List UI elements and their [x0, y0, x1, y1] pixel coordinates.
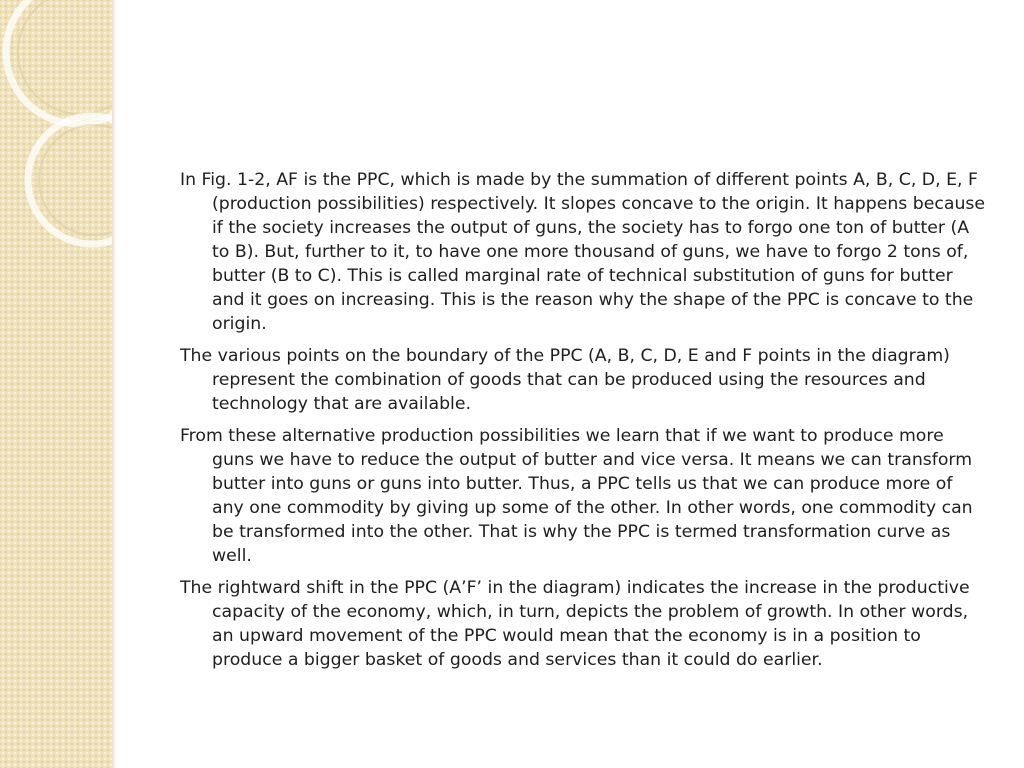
paragraph-ppc-definition: In Fig. 1-2, AF is the PPC, which is made by the summation of different points A, B, C, D, E, F (production possibilities) respectively. It slopes concave to the origin. It happens because if the society increases the output of guns, the society has to forgo one ton of butter (A to B). But, further to it, to have one more thousand of guns, we have to forgo 2 tons of, butter (B to C). This is called marginal rate of technical substitution of guns for butter and it goes on increasing. This is the reason why the shape of the PPC is concave to the origin. [180, 170, 986, 334]
sidebar-edge [112, 0, 116, 768]
ring-medium [28, 116, 112, 244]
decorative-sidebar [0, 0, 112, 768]
paragraph-rightward-shift: The rightward shift in the PPC (A’F’ in the diagram) indicates the increase in the productive capacity of the economy, which, in turn, depicts the problem of growth. In other words, an upward movement of the PPC would mean that the economy is in a position to produce a bigger basket of goods and services than it could do earlier. [180, 578, 970, 670]
ring-medium-shadow [39, 125, 112, 235]
paragraph-alternative-possibilities: From these alternative production possibilities we learn that if we want to produce more guns we have to reduce the output of butter and vice versa. It means we can transform butter into guns or guns into butter. Thus, a PPC tells us that we can produce more of any one commodity by giving up some of the other. In other words, one commodity can be transformed into the other. That is why the PPC is termed transformation curve as well. [180, 426, 973, 566]
decorative-rings [0, 0, 112, 768]
ring-large-shadow [18, 0, 112, 114]
body-text [180, 168, 986, 680]
ring-large [6, 0, 112, 124]
paragraph-boundary-points: The various points on the boundary of the PPC (A, B, C, D, E and F points in the diagram) represent the combination of goods that can be produced using the resources and technology that are available. [180, 346, 950, 414]
